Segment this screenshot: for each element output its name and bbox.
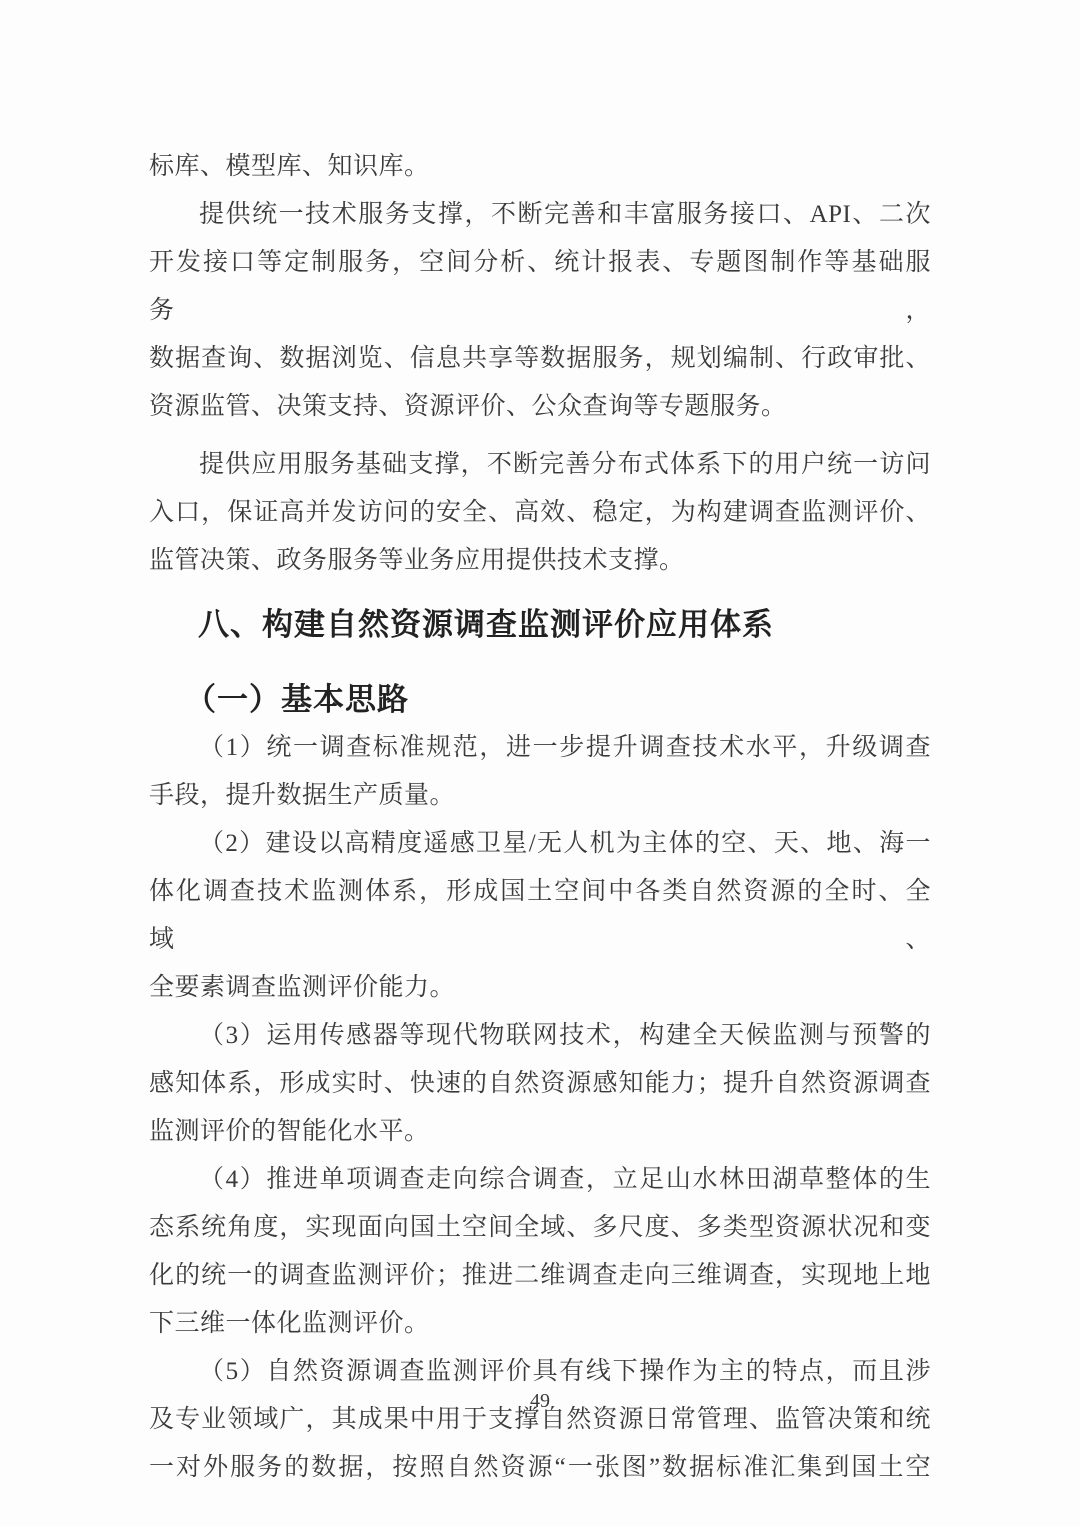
body-line: （1）统一调查标准规范，进一步提升调查技术水平，升级调查	[199, 734, 931, 761]
paragraph-item-4	[149, 1156, 931, 1348]
body-line: 感知体系，形成实时、快速的自然资源感知能力；提升自然资源调查	[149, 1070, 931, 1097]
body-line: 数据查询、数据浏览、信息共享等数据服务，规划编制、行政审批、	[149, 345, 931, 372]
body-line: （3）运用传感器等现代物联网技术，构建全天候监测与预警的	[199, 1022, 931, 1049]
page-content	[149, 143, 931, 1492]
body-line: 资源监管、决策支持、资源评价、公众查询等专题服务。	[149, 393, 787, 420]
body-line: 监测评价的智能化水平。	[149, 1118, 430, 1145]
paragraph-item-5	[149, 1348, 931, 1492]
body-line: 体化调查技术监测体系，形成国土空间中各类自然资源的全时、全域、	[149, 878, 931, 953]
body-line: 下三维一体化监测评价。	[149, 1310, 430, 1337]
body-line: 标库、模型库、知识库。	[149, 153, 430, 180]
body-line: （2）建设以高精度遥感卫星/无人机为主体的空、天、地、海一	[199, 830, 931, 857]
paragraph-tech-services	[149, 191, 931, 431]
body-line: 监管决策、政务服务等业务应用提供技术支撑。	[149, 547, 685, 574]
body-line: 一对外服务的数据，按照自然资源“一张图”数据标准汇集到国土空	[149, 1454, 931, 1481]
paragraph-app-services	[149, 441, 931, 585]
body-line: 态系统角度，实现面向国土空间全域、多尺度、多类型资源状况和变	[149, 1214, 931, 1241]
body-line: 手段，提升数据生产质量。	[149, 782, 456, 809]
body-line: 提供应用服务基础支撑，不断完善分布式体系下的用户统一访问	[199, 451, 931, 478]
section-heading: 八、构建自然资源调查监测评价应用体系	[198, 607, 774, 642]
body-line: 全要素调查监测评价能力。	[149, 974, 456, 1001]
page-number: 49	[530, 1390, 550, 1412]
paragraph-continuation	[149, 143, 931, 191]
body-line: 提供统一技术服务支撑，不断完善和丰富服务接口、API、二次	[199, 201, 931, 228]
body-line: 开发接口等定制服务，空间分析、统计报表、专题图制作等基础服务，	[149, 249, 931, 324]
body-line: （5）自然资源调查监测评价具有线下操作为主的特点，而且涉	[199, 1358, 931, 1385]
body-line: （4）推进单项调查走向综合调查，立足山水林田湖草整体的生	[199, 1166, 931, 1193]
body-line: 及专业领域广，其成果中用于支撑自然资源日常管理、监管决策和统	[149, 1406, 931, 1433]
body-line: 化的统一的调查监测评价；推进二维调查走向三维调查，实现地上地	[149, 1262, 931, 1289]
paragraph-item-3	[149, 1012, 931, 1156]
paragraph-item-2	[149, 820, 931, 1012]
body-line: 入口，保证高并发访问的安全、高效、稳定，为构建调查监测评价、	[149, 499, 931, 526]
paragraph-item-1	[149, 724, 931, 820]
subsection-heading: （一）基本思路	[185, 682, 409, 717]
